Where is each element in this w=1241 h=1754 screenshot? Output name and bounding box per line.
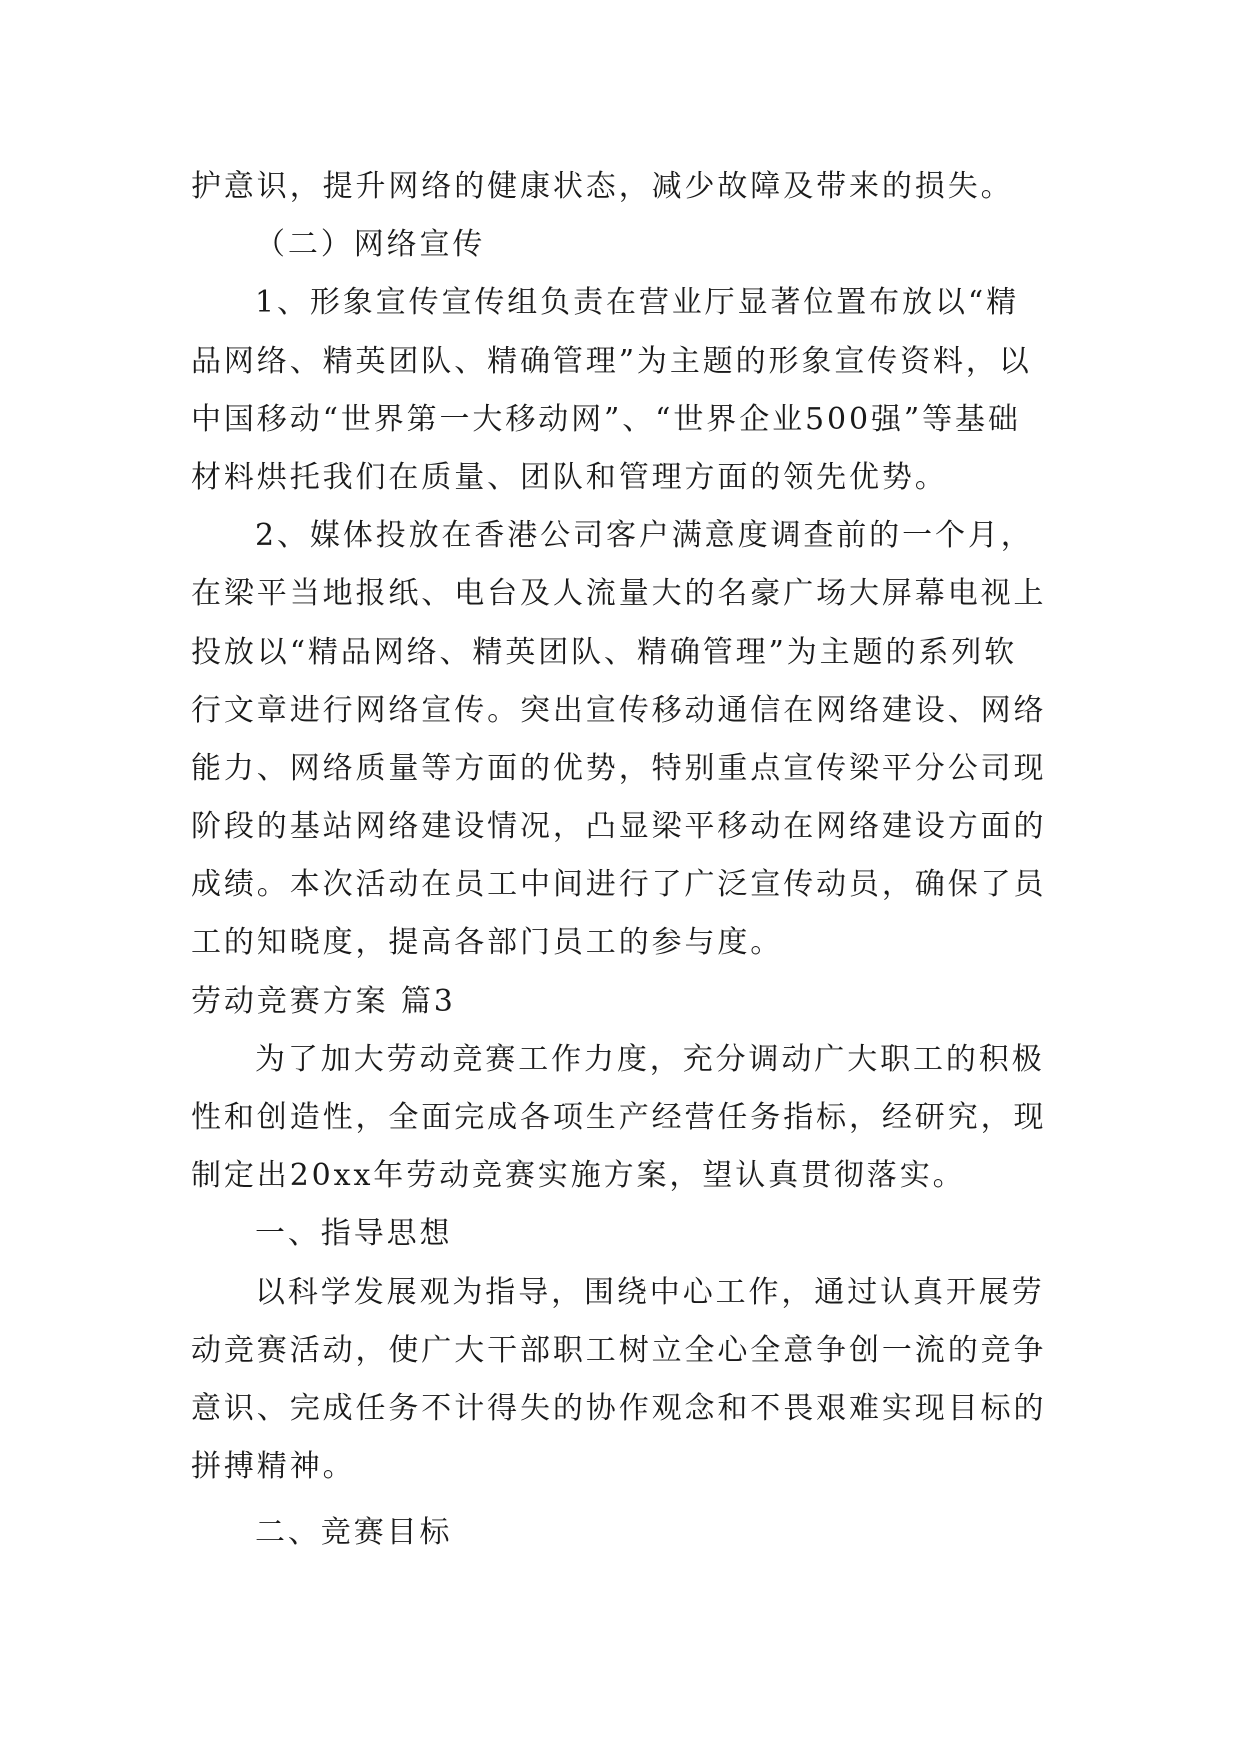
paragraph-line: 制定出20xx年劳动竞赛实施方案，望认真贯彻落实。 [191, 1158, 966, 1194]
paragraph-line: 中国移动“世界第一大移动网”、“世界企业500强”等基础 [191, 401, 1021, 437]
paragraph-line: 材料烘托我们在质量、团队和管理方面的领先优势。 [191, 459, 948, 495]
paragraph-line: 意识、完成任务不计得失的协作观念和不畏艰难实现目标的 [191, 1390, 1047, 1426]
paragraph-line: 性和创造性，全面完成各项生产经营任务指标，经研究，现 [191, 1100, 1047, 1135]
paragraph-line: 1、形象宣传宣传组负责在营业厅显著位置布放以“精 [255, 285, 1020, 321]
paragraph-line: 2、媒体投放在香港公司客户满意度调查前的一个月， [255, 518, 1034, 554]
paragraph-line: 成绩。本次活动在员工中间进行了广泛宣传动员，确保了员 [191, 867, 1047, 903]
paragraph-line: 能力、网络质量等方面的优势，特别重点宣传梁平分公司现 [191, 750, 1047, 786]
subsection-heading: 二、竞赛目标 [255, 1515, 453, 1551]
paragraph-line: 动竞赛活动，使广大干部职工树立全心全意争创一流的竞争 [191, 1332, 1047, 1368]
paragraph-line: 为了加大劳动竞赛工作力度，充分调动广大职工的积极 [255, 1041, 1045, 1077]
paragraph-line: 阶段的基站网络建设情况，凸显梁平移动在网络建设方面的 [191, 809, 1047, 845]
subsection-heading: （二）网络宣传 [255, 227, 486, 263]
paragraph-line: 以科学发展观为指导，围绕中心工作，通过认真开展劳 [255, 1274, 1045, 1310]
paragraph-line: 护意识，提升网络的健康状态，减少故障及带来的损失。 [191, 169, 1014, 204]
section-title: 劳动竞赛方案 篇3 [191, 983, 456, 1019]
paragraph-line: 投放以“精品网络、精英团队、精确管理”为主题的系列软 [191, 634, 1018, 670]
paragraph-line: 行文章进行网络宣传。突出宣传移动通信在网络建设、网络 [191, 692, 1047, 728]
paragraph-line: 品网络、精英团队、精确管理”为主题的形象宣传资料，以 [191, 343, 1032, 379]
paragraph-line: 工的知晓度，提高各部门员工的参与度。 [191, 925, 784, 961]
document-body [191, 158, 1056, 1563]
subsection-heading: 一、指导思想 [255, 1216, 453, 1252]
paragraph-line: 在梁平当地报纸、电台及人流量大的名豪广场大屏幕电视上 [191, 576, 1047, 612]
paragraph-line: 拼搏精神。 [191, 1449, 356, 1485]
